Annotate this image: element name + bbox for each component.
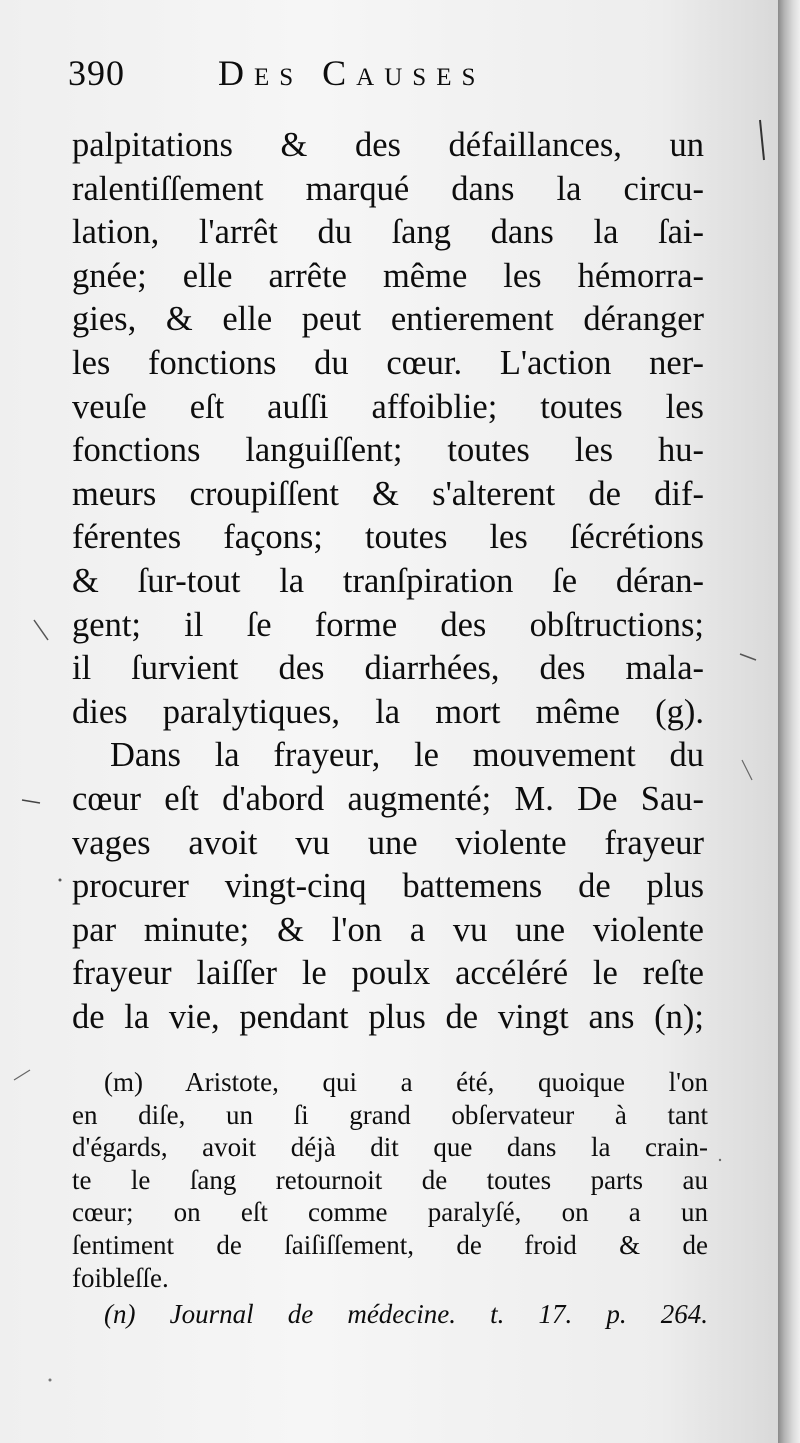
footnote-n: (n) Journal de médecine. t. 17. p. 264.	[104, 1299, 708, 1330]
text-line: lation, l'arrêt du ſang dans la ſai-	[72, 213, 704, 252]
text-line: frayeur laiſſer le poulx accéléré le reſte	[72, 954, 704, 993]
text-line: procurer vingt-cinq battemens de plus	[72, 867, 704, 906]
text-line: dies paralytiques, la mort même (g).	[72, 692, 704, 731]
footnote-m-line: en diſe, un ſi grand obſervateur à tant	[72, 1099, 708, 1130]
text-line: ralentiſſement marqué dans la circu-	[72, 169, 704, 208]
text-line: gnée; elle arrête même les hémorra-	[72, 256, 704, 295]
text-line: il ſurvient des diarrhées, des mala-	[72, 649, 704, 688]
running-head	[68, 48, 708, 98]
text-line: & ſur-tout la tranſpiration ſe déran-	[72, 561, 704, 600]
footnote-m-line: cœur; on eſt comme paralyſé, on a un	[72, 1197, 708, 1228]
page-number: 390	[68, 53, 125, 93]
text-line: veuſe eſt auſſi affoiblie; toutes les	[72, 387, 704, 426]
text-line: de la vie, pendant plus de vingt ans (n);	[72, 997, 704, 1036]
text-line: gies, & elle peut entierement déranger	[72, 300, 704, 339]
footnote-m-line: ſentiment de ſaiſiſſement, de froid & de	[72, 1229, 708, 1260]
text-line: fonctions languiſſent; toutes les hu-	[72, 431, 704, 470]
text-line: par minute; & l'on a vu une violente	[72, 910, 704, 949]
text-line: gent; il ſe forme des obſtructions;	[72, 605, 704, 644]
text-line: Dans la frayeur, le mouvement du	[110, 736, 704, 775]
text-line: meurs croupiſſent & s'alterent de dif-	[72, 474, 704, 513]
text-line: cœur eſt d'abord augmenté; M. De Sau-	[72, 779, 704, 818]
footnote-m-line: d'égards, avoit déjà dit que dans la crain-	[72, 1132, 708, 1163]
footnotes	[72, 1066, 708, 1331]
page-gutter-edge	[778, 0, 800, 1443]
running-title: Des Causes	[218, 53, 486, 93]
text-line: palpitations & des défaillances, un	[72, 126, 704, 164]
footnote-m-line: (m) Aristote, qui a été, quoique l'on	[104, 1067, 708, 1097]
body-text	[72, 124, 704, 1039]
footnote-m-line: te le ſang retournoit de toutes parts au	[72, 1164, 708, 1195]
text-line: vages avoit vu une violente frayeur	[72, 823, 704, 862]
text-line: les fonctions du cœur. L'action ner-	[72, 343, 704, 382]
footnote-m-line: foibleſſe.	[72, 1262, 169, 1293]
text-line: férentes façons; toutes les ſécrétions	[72, 518, 704, 557]
